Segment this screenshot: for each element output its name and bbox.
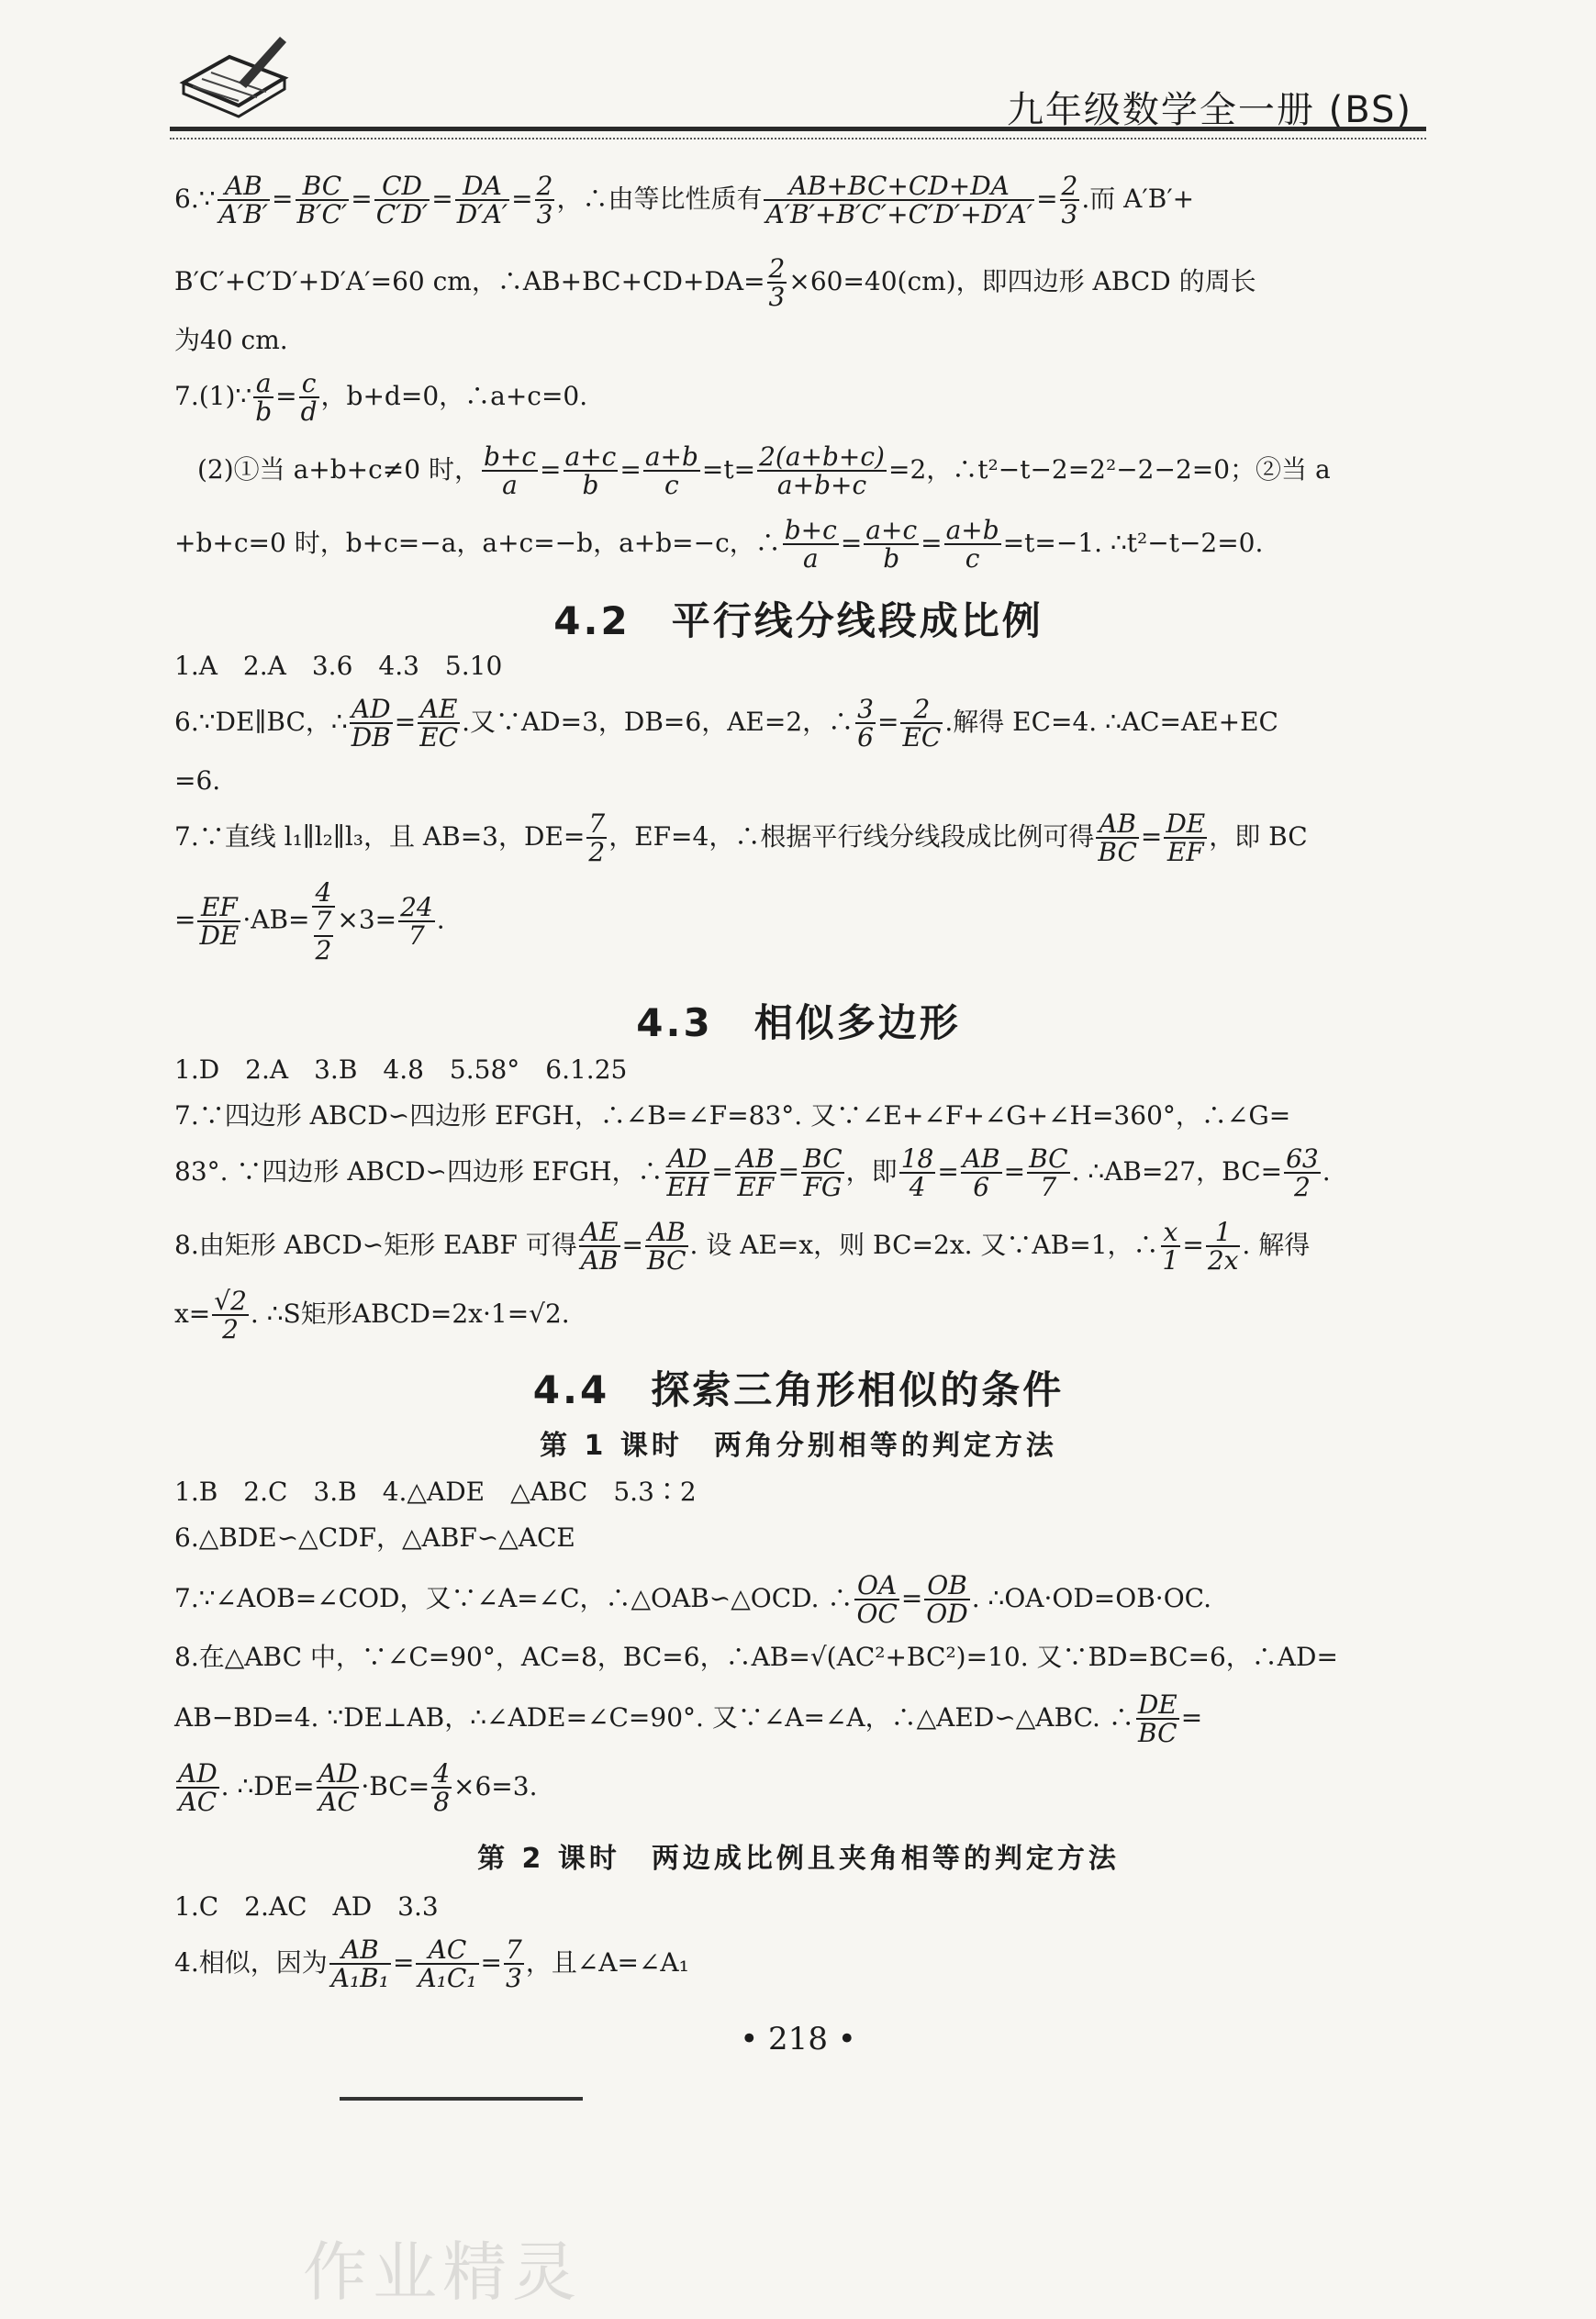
section-4-3-title: 4.3 相似多边形	[636, 1000, 961, 1045]
page-number: • 218 •	[740, 2021, 856, 2057]
line-a42-1: 1.A 2.A 3.6 4.3 5.10	[174, 651, 503, 681]
header-rule-dotted	[170, 138, 1426, 139]
section-4-4-title: 4.4 探索三角形相似的条件	[532, 1367, 1065, 1412]
section-4-2-title: 4.2 平行线分线段成比例	[553, 598, 1044, 643]
lesson-2-title: 第 2 课时 两边成比例且夹角相等的判定方法	[477, 1843, 1120, 1875]
footer-rule	[340, 2097, 583, 2101]
line-a44-7: 7.∵∠AOB=∠COD，又∵∠A=∠C，∴△OAB∽△OCD. ∴ $\frac{OA}{OC}$ = $\frac{OB}{OD}$ . ∴OA·OD=OB·OC.	[174, 1570, 1211, 1630]
line-a44-8c: $\frac{AD}{AC}$ . ∴DE= $\frac{AD}{AC}$ ·BC= $\frac{4}{8}$ ×6=3.	[178, 1758, 538, 1818]
line-b4: 4.相似，因为 $\frac{AB}{\text{A₁B₁}}$ = $\frac{AC}{\text{A₁C₁}}$ = $\frac{7}{3}$ ，且∠A=∠A₁	[174, 1934, 689, 1994]
line-a42-7b: = $\frac{EF}{DE}$ ·AB= $\frac{4}{\frac{7}{2}}$ ×3= $\frac{24}{7}$ .	[174, 877, 445, 965]
watermark: 作业精灵	[303, 2235, 582, 2310]
header-title: 九年级数学全一册 (BS)	[1006, 89, 1412, 131]
line-a42-6b: =6.	[174, 765, 221, 796]
line-a43-7b: 83°. ∵四边形 ABCD∽四边形 EFGH，∴ $\frac{AD}{EH}$ = $\frac{AB}{EF}$ = $\frac{BC}{FG}$ ，即 $\frac{18}{4}$ = $\frac{AB}{6}$ = $\frac{BC}{7}$ . ∴AB=27，BC= $\frac{63}{2}$ .	[174, 1143, 1331, 1203]
line-q7c: +b+c=0 时，b+c=−a，a+c=−b，a+b=−c，∴ $\frac{b+c}{a}$ = $\frac{a+c}{b}$ = $\frac{a+b}{c}$ =t=−1. ∴t²−t−2=0.	[174, 515, 1264, 574]
line-a44-8b: AB−BD=4. ∵DE⊥AB，∴∠ADE=∠C=90°. 又∵∠A=∠A，∴△AED∽△ABC. ∴ $\frac{DE}{BC}$ =	[174, 1689, 1203, 1749]
line-a42-6a: 6.∵DE∥BC，∴ $\frac{AD}{DB}$ = $\frac{AE}{EC}$ .又∵AD=3，DB=6，AE=2，∴ $\frac{3}{6}$ = $\frac{2}{EC}$ .解得 EC=4. ∴AC=AE+EC	[174, 694, 1278, 753]
line-q7b: (2)①当 a+b+c≠0 时， $\frac{b+c}{a}$ = $\frac{a+c}{b}$ = $\frac{a+b}{c}$ =t= $\frac{2(a+b+c)}{a+b+c}$ =2，∴t²−t−2=2²−2−2=0；②当 a	[197, 441, 1331, 501]
line-a44-1: 1.B 2.C 3.B 4.△ADE △ABC 5.3∶2	[174, 1477, 697, 1507]
header-rule	[170, 127, 1426, 131]
lesson-1-title: 第 1 课时 两角分别相等的判定方法	[540, 1430, 1057, 1462]
line-a42-7a: 7.∵直线 l₁∥l₂∥l₃，且 AB=3，DE= $\frac{7}{2}$ ，EF=4，∴根据平行线分线段成比例可得 $\frac{AB}{BC}$ = $\frac{DE}{EF}$ ，即 BC	[174, 808, 1308, 868]
line-q7a: 7.(1)∵ $\frac{a}{b}$ = $\frac{c}{d}$ ，b+d=0，∴a+c=0.	[174, 368, 588, 428]
line-a44-8a: 8.在△ABC 中，∵∠C=90°，AC=8，BC=6，∴AB=√(AC²+BC²)=10. 又∵BD=BC=6，∴AD=	[174, 1642, 1338, 1672]
line-a44-6: 6.△BDE∽△CDF，△ABF∽△ACE	[174, 1522, 575, 1553]
line-a43-8a: 8.由矩形 ABCD∽矩形 EABF 可得 $\frac{AE}{AB}$ = $\frac{AB}{BC}$ . 设 AE=x，则 BC=2x. 又∵AB=1，∴ $\frac{x}{1}$ = $\frac{1}{2x}$ . 解得	[174, 1217, 1311, 1277]
line-q6b: B′C′+C′D′+D′A′=60 cm，∴AB+BC+CD+DA= $\frac{2}{3}$ ×60=40(cm)，即四边形 ABCD 的周长	[174, 253, 1256, 313]
notebook-pencil-icon	[174, 28, 294, 124]
line-a43-8b: x= $\frac{√2}{2}$ . ∴S矩形ABCD=2x·1=√2.	[174, 1286, 570, 1345]
line-a43-7a: 7.∵四边形 ABCD∽四边形 EFGH，∴∠B=∠F=83°. 又∵∠E+∠F+∠G+∠H=360°，∴∠G=	[174, 1100, 1291, 1131]
line-q6a: 6.∵ $\frac{AB}{A'B'}$ = $\frac{BC}{B'C'}$ = $\frac{CD}{C'D'}$ = $\frac{DA}{D'A'}$ = $\frac{2}{3}$ ，∴由等比性质有 $\frac{AB+BC+CD+DA}{A'B'+B'C'+C'D'+D'A'}$ = $\frac{2}{3}$ .而 A′B′+	[174, 171, 1195, 230]
line-a43-1: 1.D 2.A 3.B 4.8 5.58° 6.1.25	[174, 1054, 628, 1085]
line-q6c: 为40 cm.	[174, 325, 288, 355]
line-b1: 1.C 2.AC AD 3.3	[174, 1891, 439, 1922]
